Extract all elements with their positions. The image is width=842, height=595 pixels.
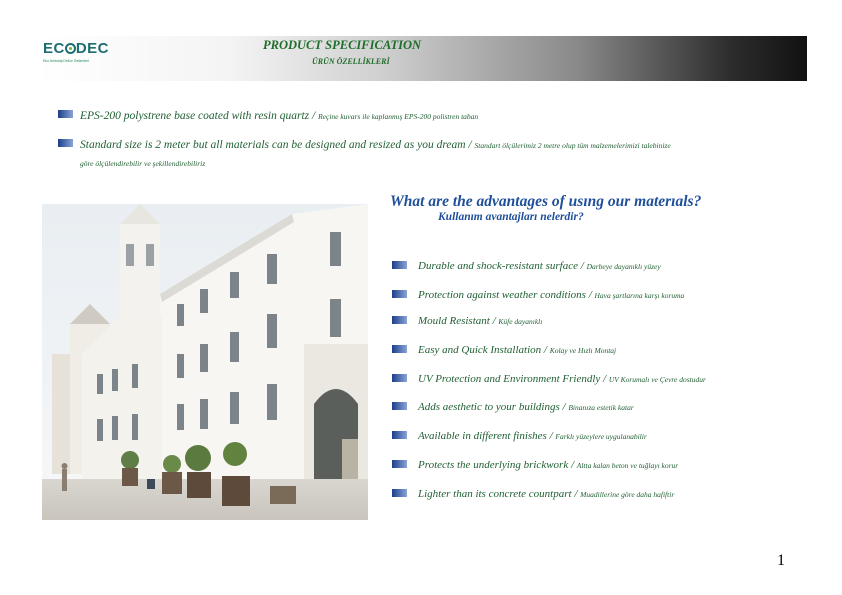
bullet-square-icon: [392, 402, 407, 410]
advantage-item: Available in different finishes / Farklı yüzeylere uygulanabilir: [392, 426, 647, 444]
spec-line-2: Standard size is 2 meter but all materials can be designed and resized as you dream / Standart ölçülerimiz 2 metre olup tüm malzemelerimizi talebinize: [80, 139, 671, 151]
advantage-item: Easy and Quick Installation / Kolay ve Hızlı Montaj: [392, 340, 616, 358]
page-number: 1: [777, 552, 785, 569]
bullet-square-icon: [392, 316, 407, 324]
bullet-square-icon: [392, 261, 407, 269]
advantages-subtitle: Kullanım avantajları nelerdir?: [438, 211, 584, 223]
advantage-item: UV Protection and Environment Friendly / UV Korumalı ve Çevre dostudur: [392, 369, 706, 387]
bullet-square-icon: [392, 460, 407, 468]
advantage-item: Protects the underlying brickwork / Altta kalan beton ve tuğlayı korur: [392, 455, 678, 473]
building-photo: [42, 204, 368, 520]
advantage-item: Mould Resistant / Küfe dayanıklı: [392, 311, 542, 329]
advantage-item: Lighter than its concrete countpart / Muadillerine göre daha hafiftir: [392, 484, 674, 502]
page-subtitle: ÜRÜN ÖZELLİKLERİ: [312, 57, 390, 66]
advantages-title: What are the advantages of usıng our materıals?: [390, 193, 702, 210]
bullet-square-icon: [392, 290, 407, 298]
spec-line-1: EPS-200 polystrene base coated with resin quartz / Reçine kuvars ile kaplanmış EPS-200 polistren taban: [80, 110, 479, 122]
advantage-item: Adds aesthetic to your buildings / Binanıza estetik katar: [392, 397, 634, 415]
advantage-item: Protection against weather conditions / Hava şartlarına karşı koruma: [392, 285, 684, 303]
logo-o-icon: [65, 43, 76, 54]
page-title: PRODUCT SPECIFICATION: [263, 38, 422, 52]
bullet-square-icon: [392, 374, 407, 382]
bullet-square-icon: [392, 489, 407, 497]
advantage-item: Durable and shock-resistant surface / Darbeye dayanıklı yüzey: [392, 256, 661, 274]
ecodec-logo: EC DEC Eko Ambalaj Dekor Sistemleri: [43, 40, 110, 63]
bullet-square-icon: [58, 139, 73, 147]
header-gradient-bar: [37, 36, 807, 81]
bullet-square-icon: [392, 345, 407, 353]
bullet-square-icon: [392, 431, 407, 439]
bullet-square-icon: [58, 110, 73, 118]
building-illustration: [42, 204, 368, 520]
spec-line-2-continued: göre ölçülendirebilir ve şekillendirebiliriz: [80, 159, 206, 168]
